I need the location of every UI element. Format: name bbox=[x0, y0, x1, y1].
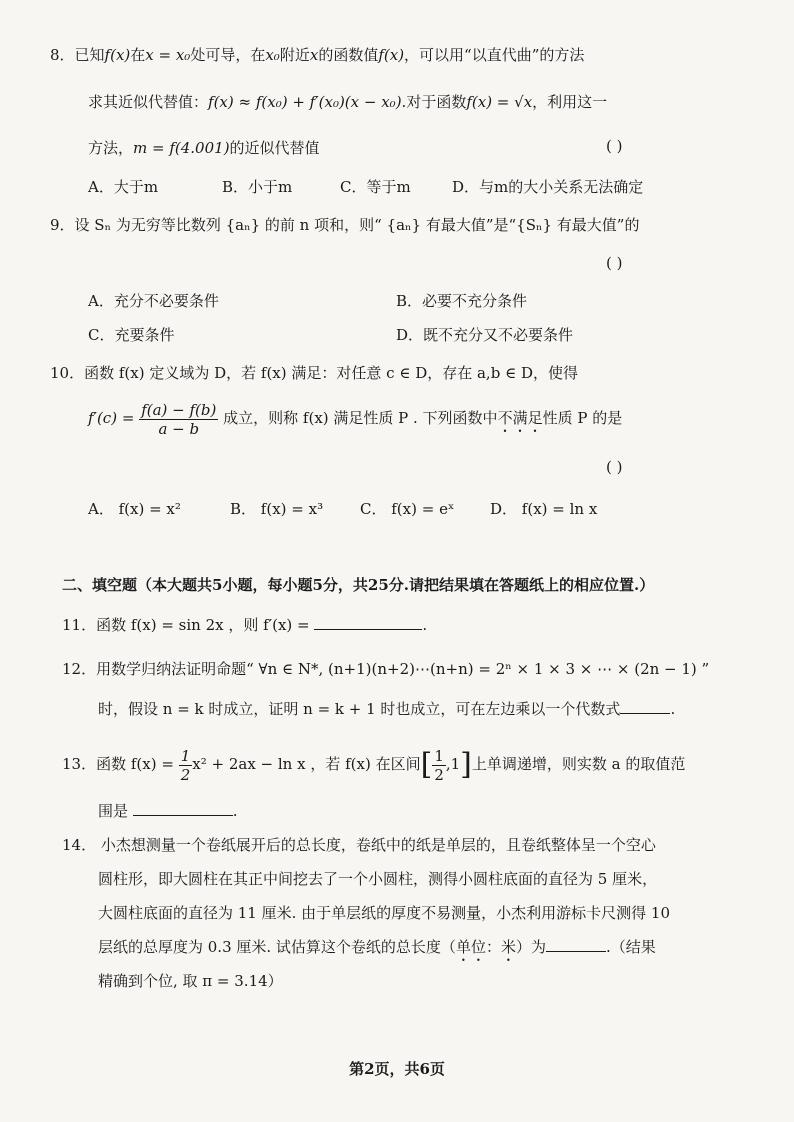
q13-interval-fraction: $\frac{1}{2}$ bbox=[434, 746, 444, 784]
q14-line3: 大圆柱底面的直径为 11 厘米. 由于单层纸的厚度不易测量，小杰利用游标卡尺测得 10 bbox=[98, 904, 671, 922]
q9-option-a: A．充分不必要条件 bbox=[88, 292, 219, 310]
q13-line1: 13．函数 f(x) = $\frac{1}{2}$ x² + 2ax − ln x ，若 f(x) 在区间[ $\frac{1}{2}$ ,1]上单调递增，则实数 a 的取值范 bbox=[62, 746, 686, 784]
q10-fraction: $\frac{f(a) - f(b)}{a - b}$ bbox=[141, 400, 217, 438]
q8-line2: 求其近似代替值：f(x) ≈ f(x₀) + f′(x₀)(x − x₀).对于函数f(x) = √x，利用这一 bbox=[88, 93, 608, 111]
q11-line: 11．函数 f(x) = sin 2x ，则 f′(x) = . bbox=[62, 616, 428, 634]
q12-answer-blank[interactable] bbox=[620, 699, 670, 714]
q14-line4: 层纸的总厚度为 0.3 厘米. 试估算这个卷纸的总长度（单位：米）为 .（结果 bbox=[98, 938, 656, 956]
q8-line3: 方法，m = f(4.001)的近似代替值 bbox=[88, 139, 320, 157]
q14-answer-blank[interactable] bbox=[546, 937, 606, 952]
q10-line2: f′(c) = $\frac{f(a) - f(b)}{a - b}$ 成立，则称 f(x) 满足性质 P . 下列函数中不满足性质 P 的是 bbox=[88, 400, 623, 438]
q10-line1: 10．函数 f(x) 定义域为 D，若 f(x) 满足：对任意 c ∈ D，存在 a,b ∈ D，使得 bbox=[50, 364, 578, 382]
q13-line2: 围是 . bbox=[98, 802, 238, 820]
q9-option-b: B．必要不充分条件 bbox=[396, 292, 528, 310]
q8-option-b: B．小于m bbox=[222, 178, 293, 196]
q12-line1: 12．用数学归纳法证明命题“ ∀n ∈ N*, (n+1)(n+2)⋯(n+n) = 2ⁿ × 1 × 3 × ⋯ × (2n − 1) ” bbox=[62, 660, 710, 678]
q8-answer-paren: ( ) bbox=[606, 137, 623, 155]
q8-option-d: D．与m的大小关系无法确定 bbox=[452, 178, 644, 196]
q8-line1: 8．已知f(x)在x = x₀处可导，在x₀附近x的函数值f(x)，可以用“以直代曲”的方法 bbox=[50, 46, 585, 64]
q14-line5: 精确到个位, 取 π = 3.14） bbox=[98, 972, 283, 990]
q12-line2: 时，假设 n = k 时成立，证明 n = k + 1 时也成立，可在左边乘以一个代数式 . bbox=[98, 700, 676, 718]
q9-answer-paren: ( ) bbox=[606, 254, 623, 272]
q8-option-a: A．大于m bbox=[88, 178, 159, 196]
q10-answer-paren: ( ) bbox=[606, 458, 623, 476]
q9-line1: 9．设 Sₙ 为无穷等比数列 {aₙ} 的前 n 项和，则“ {aₙ} 有最大值”是“{Sₙ} 有最大值”的 bbox=[50, 216, 640, 234]
q10-option-b: B． f(x) = x³ bbox=[230, 500, 324, 518]
q9-option-c: C．充要条件 bbox=[88, 326, 175, 344]
q9-option-d: D．既不充分又不必要条件 bbox=[396, 326, 574, 344]
q10-option-c: C． f(x) = eˣ bbox=[360, 500, 455, 518]
q10-option-d: D． f(x) = ln x bbox=[490, 500, 598, 518]
q13-answer-blank[interactable] bbox=[133, 801, 233, 816]
section2-title: 二、填空题（本大题共5小题，每小题5分，共25分.请把结果填在答题纸上的相应位置.） bbox=[62, 576, 655, 594]
page-footer: 第2页，共6页 bbox=[349, 1060, 445, 1078]
q14-line1: 14． 小杰想测量一个卷纸展开后的总长度，卷纸中的纸是单层的，且卷纸整体呈一个空心 bbox=[62, 836, 656, 854]
q8-option-c: C．等于m bbox=[340, 178, 411, 196]
q14-line2: 圆柱形，即大圆柱在其正中间挖去了一个小圆柱，测得小圆柱底面的直径为 5 厘米， bbox=[98, 870, 658, 888]
q11-answer-blank[interactable] bbox=[314, 615, 422, 630]
q10-option-a: A． f(x) = x² bbox=[88, 500, 181, 518]
